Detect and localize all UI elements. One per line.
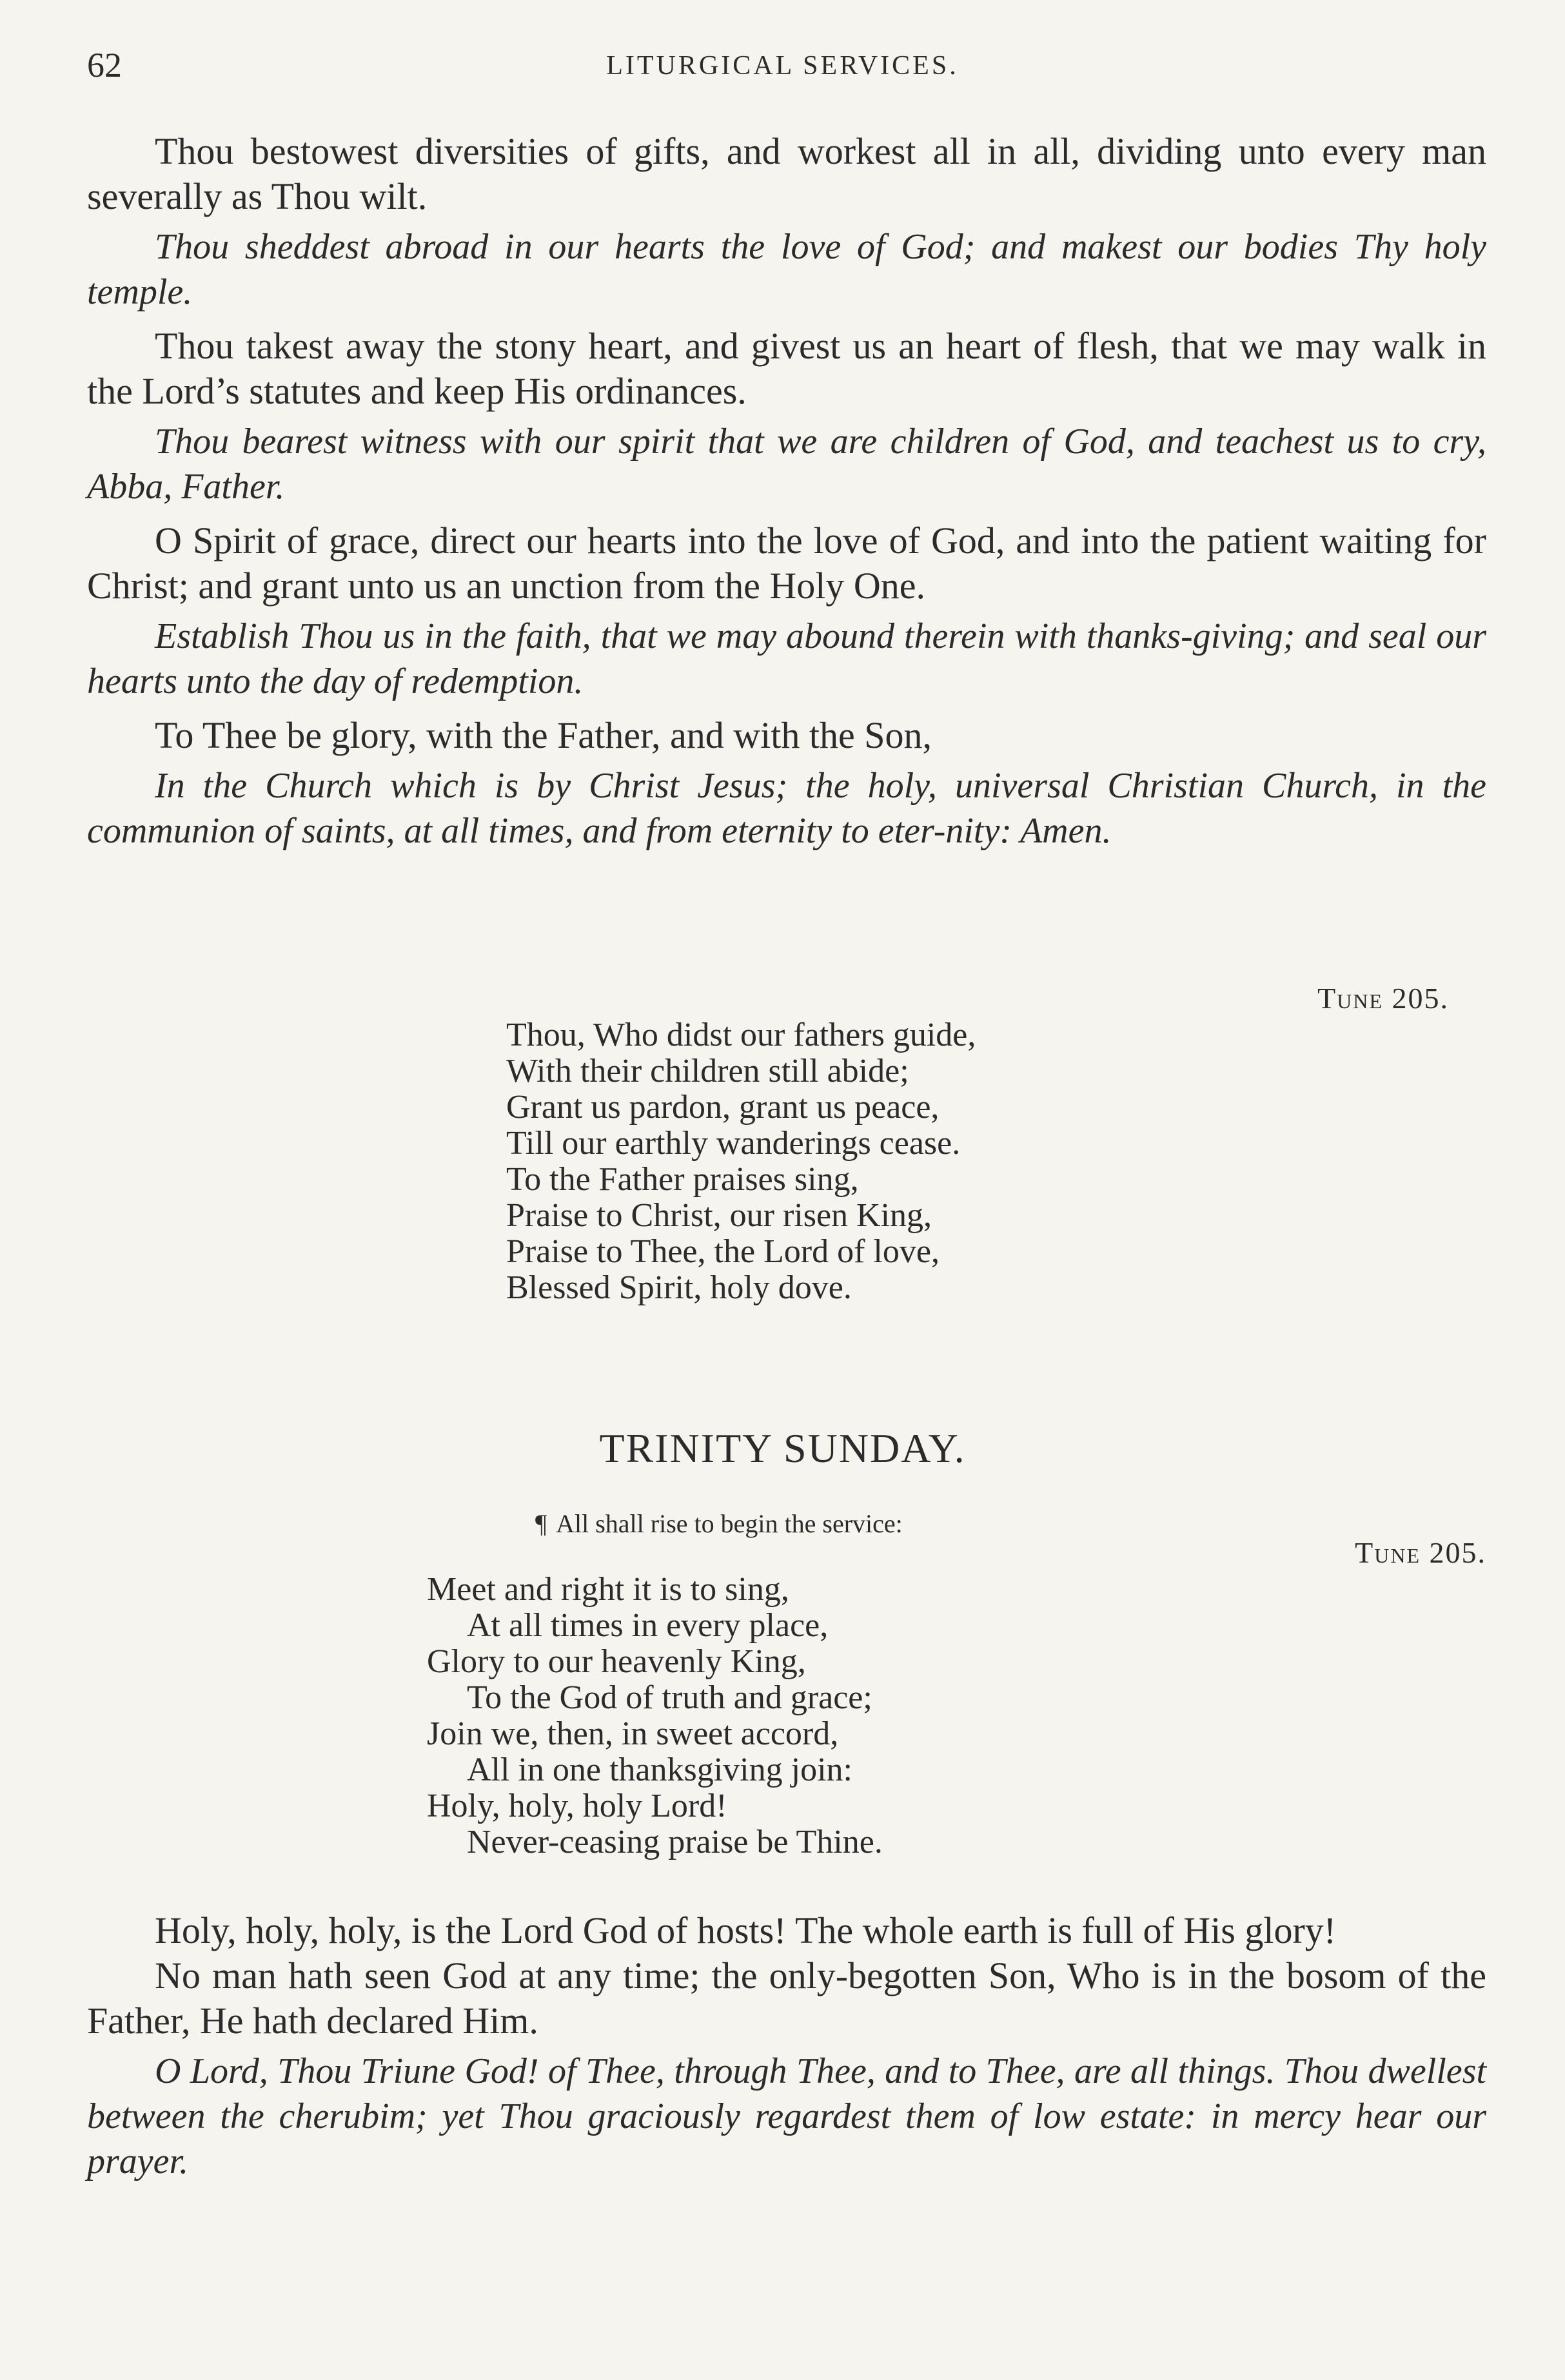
litany-block-2: [87, 1908, 1486, 2184]
doxology-versicle: To Thee be glory, with the Father, and with the Son,: [155, 714, 932, 756]
versicle: No man hath seen God at any time; the only-begotten Son, Who is in the bosom of the Father, He hath declared Him.: [87, 1955, 1486, 2042]
hymn-line: Glory to our heavenly King,: [427, 1643, 806, 1680]
litany-response: Thou sheddest abroad in our hearts the love of God; and makest our bodies Thy holy temple.: [87, 227, 1486, 312]
hymn-line: Blessed Spirit, holy dove.: [506, 1269, 852, 1306]
litany-versicle: O Spirit of grace, direct our hearts into the love of God, and into the patient waiting for Christ; and grant unto us an unction from the Holy One.: [87, 520, 1486, 607]
hymn-line: Praise to Christ, our risen King,: [506, 1197, 932, 1234]
hymn-line: Grant us pardon, grant us peace,: [506, 1089, 940, 1126]
hymn-line: All in one thanksgiving join:: [467, 1751, 852, 1788]
tune-label: Tune 205.: [1355, 1536, 1486, 1569]
hymn-line: Praise to Thee, the Lord of love,: [506, 1233, 940, 1270]
page-header: [87, 45, 1478, 84]
litany-versicle: Thou bestowest diversities of gifts, and workest all in all, dividing unto every man severally as Thou wilt.: [87, 130, 1486, 217]
hymn-line: With their children still abide;: [506, 1053, 909, 1089]
hymn-line: Till our earthly wanderings cease.: [506, 1125, 961, 1162]
tune-label: Tune 205.: [1317, 982, 1449, 1015]
litany-response: Thou bearest witness with our spirit that we are children of God, and teachest us to cry, Abba, Father.: [87, 422, 1486, 507]
litany-block-1: [87, 129, 1486, 853]
hymn-stanza-2: [427, 1572, 883, 1860]
hymn-line: Meet and right it is to sing,: [427, 1571, 789, 1608]
doxology-response: In the Church which is by Christ Jesus; the holy, universal Christian Church, in the communion of saints, at all times, and from eternity to eter-nity: Amen.: [87, 766, 1486, 851]
hymn-line: At all times in every place,: [467, 1607, 829, 1644]
running-head: LITURGICAL SERVICES.: [606, 51, 959, 81]
hymn-line: Join we, then, in sweet accord,: [427, 1715, 839, 1752]
page-number: 62: [87, 46, 122, 84]
versicle: Holy, holy, holy, is the Lord God of hosts! The whole earth is full of His glory!: [155, 1909, 1337, 1951]
litany-versicle: Thou takest away the stony heart, and givest us an heart of flesh, that we may walk in the Lord’s statutes and keep His ordinances.: [87, 325, 1486, 412]
hymn-line: To the God of truth and grace;: [467, 1679, 872, 1716]
response: O Lord, Thou Triune God! of Thee, through Thee, and to Thee, are all things. Thou dwellest between the cherubim; yet Thou graciously regardest them of low estate: in mercy hear our prayer.: [87, 2051, 1486, 2181]
rubric-text: All shall rise to begin the service:: [556, 1509, 903, 1538]
hymn-line: Thou, Who didst our fathers guide,: [506, 1017, 976, 1053]
section-title: TRINITY SUNDAY.: [599, 1425, 966, 1471]
hymn-line: Holy, holy, holy Lord!: [427, 1788, 727, 1824]
litany-response: Establish Thou us in the faith, that we may abound therein with thanks-giving; and seal our hearts unto the day of redemption.: [87, 616, 1486, 701]
rubric: [535, 1508, 903, 1539]
pilcrow-icon: ¶: [535, 1509, 547, 1538]
hymn-stanza-1: [506, 1017, 976, 1306]
hymn-line: To the Father praises sing,: [506, 1161, 859, 1198]
hymn-line: Never-ceasing praise be Thine.: [467, 1824, 883, 1860]
